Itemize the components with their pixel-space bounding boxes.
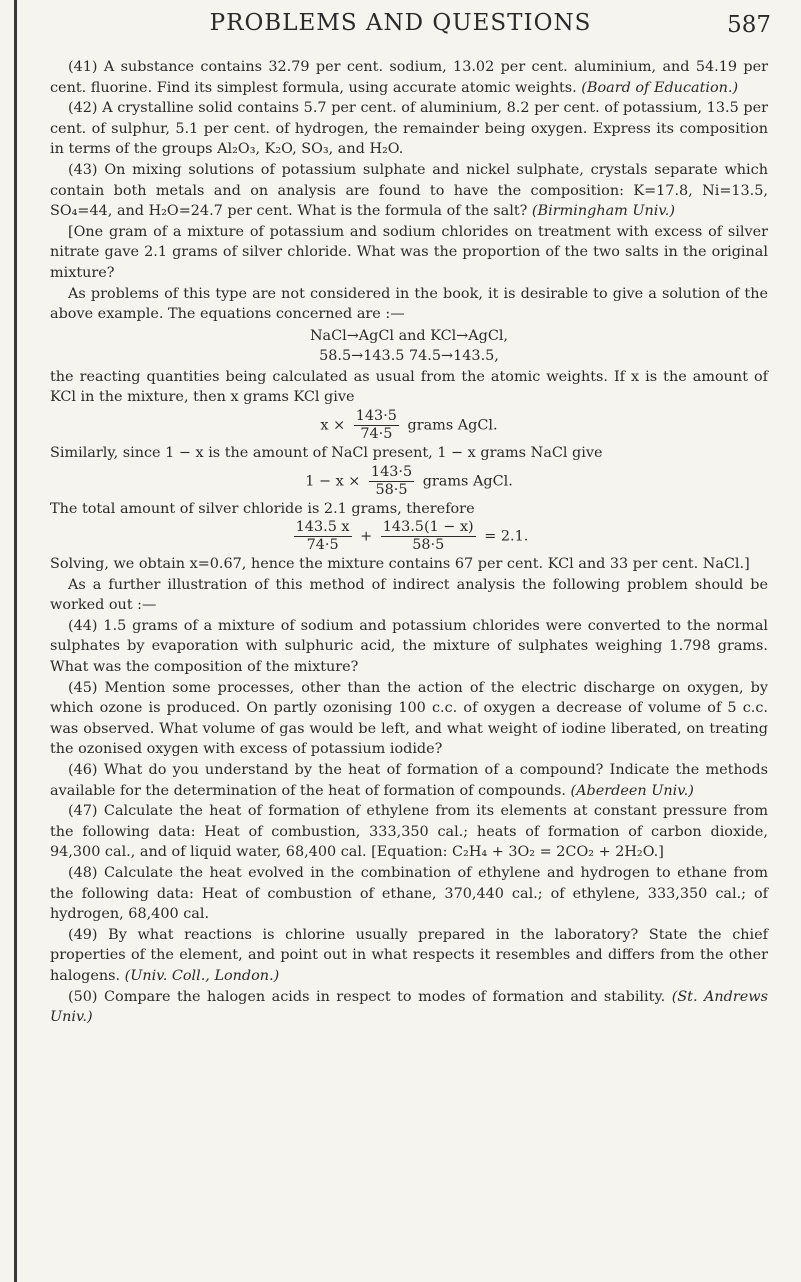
fraction-4-denominator: 58·5 [412, 537, 445, 554]
frac2-suffix: grams AgCl. [422, 473, 513, 489]
problem-46 [50, 760, 768, 801]
fraction-line-1 [50, 408, 768, 443]
problem-42-text: (42) A crystalline solid contains 5.7 per cent. of aluminium, 8.2 per cent. of potassium, 13.5 per cent. of sulphur, 5.1 per cent. of hydrogen, the remainder being oxygen. Express its composition in terms of the groups Al₂O₃, K₂O, SO₃, and H₂O. [50, 100, 768, 158]
problem-45 [50, 678, 768, 760]
problem-49-source: (Univ. Coll., London.) [124, 967, 280, 984]
problem-45-text: (45) Mention some processes, other than the action of the electric discharge on oxygen, by which ozone is produced. On partly ozonising 100 c.c. of oxygen a decrease of volume of 5 c.c. was observed. What volume of gas would be left, and what weight of iodine liberated, on treating the ozonised oxygen with excess of potassium iodide? [50, 679, 768, 758]
problem-44 [50, 616, 768, 678]
solving-text: Solving, we obtain x=0.67, hence the mixture contains 67 per cent. KCl and 33 per cent. NaCl.] [50, 556, 750, 573]
problem-41-text: (41) A substance contains 32.79 per cent. sodium, 13.02 per cent. aluminium, and 54.19 per cent. fluorine. Find its simplest formula, using accurate atomic weights. [50, 59, 768, 96]
plus-sign: + [360, 528, 373, 545]
fraction-2 [369, 464, 414, 499]
problem-48-text: (48) Calculate the heat evolved in the combination of ethylene and hydrogen to ethane from the following data: Heat of combustion of ethane, 370,440 cal.; of ethylene, 333,350 cal.; of hydrogen, 68,400 cal. [50, 865, 768, 923]
problem-46-text: (46) What do you understand by the heat of formation of a compound? Indicate the methods available for the determination of the heat of formation of compounds. [50, 762, 768, 799]
page-header [0, 10, 801, 44]
running-title: PROBLEMS AND QUESTIONS [209, 10, 592, 36]
total-equation [50, 519, 768, 554]
page-body [50, 57, 768, 1028]
frac1-suffix: grams AgCl. [407, 417, 498, 434]
equals-result: = 2.1. [484, 528, 529, 545]
fraction-2-numerator: 143·5 [370, 463, 413, 480]
problem-44-text: (44) 1.5 grams of a mixture of sodium and potassium chlorides were converted to the normal sulphates by evaporation with sulphuric acid, the mixture of sulphates weighing 1.798 grams. What was the composition of the mixture? [50, 617, 768, 676]
problem-49-text: (49) By what reactions is chlorine usually prepared in the laboratory? State the chief properties of the element, and point out in what respects it resembles and differs from the other halogens. [50, 926, 768, 984]
frac2-prefix: 1 − x × [305, 473, 361, 489]
equation-line-1: NaCl→AgCl and KCl→AgCl, [309, 327, 509, 344]
frac1-prefix: x × [320, 417, 346, 434]
problem-41 [50, 57, 768, 98]
fraction-2-denominator: 58·5 [375, 481, 408, 498]
further-text: As a further illustration of this method of indirect analysis the following problem should be worked out :— [50, 576, 768, 614]
problem-42 [50, 98, 768, 160]
problem-48 [50, 863, 768, 925]
equation-line-2: 58.5→143.5 74.5→143.5, [319, 347, 499, 364]
fraction-1 [354, 408, 399, 443]
worked-example-intro: [One gram of a mixture of potassium and sodium chlorides on treatment with excess of silver nitrate gave 2.1 grams of silver chloride. What was the proportion of the two salts in the original mixture? [50, 223, 768, 281]
page-binding-edge [14, 0, 17, 1282]
problem-43-source: (Birmingham Univ.) [531, 203, 675, 220]
problem-43 [50, 160, 768, 222]
problem-50-text: (50) Compare the halogen acids in respect to modes of formation and stability. [68, 988, 666, 1005]
problem-49 [50, 925, 768, 987]
fraction-4 [381, 519, 476, 554]
fraction-1-denominator: 74·5 [360, 425, 393, 442]
fraction-3-numerator: 143.5 x [295, 519, 350, 536]
worked-example-para: As problems of this type are not considered in the book, it is desirable to give a solution of the above example. The equations concerned are :— [50, 285, 768, 323]
problem-50-source: (St. Andrews Univ.) [50, 988, 768, 1026]
page-number: 587 [727, 12, 771, 38]
problem-43-text: (43) On mixing solutions of potassium sulphate and nickel sulphate, crystals separate which contain both metals and on analysis are found to have the composition: K=17.8, Ni=13.5, SO₄=44, and H₂O=24.7 per cent. What is the formula of the salt? [50, 161, 768, 220]
total-text: The total amount of silver chloride is 2.1 grams, therefore [50, 500, 475, 517]
reacting-text: the reacting quantities being calculated as usual from the atomic weights. If x is the amount of KCl in the mixture, then x grams KCl give [50, 368, 768, 406]
problem-41-source: (Board of Education.) [581, 79, 739, 96]
problem-50 [50, 987, 768, 1028]
fraction-4-numerator: 143.5(1 − x) [382, 519, 474, 536]
similarly-text: Similarly, since 1 − x is the amount of NaCl present, 1 − x grams NaCl give [50, 444, 603, 461]
problem-47-text: (47) Calculate the heat of formation of ethylene from its elements at constant pressure from the following data: Heat of combustion, 333,350 cal.; heats of formation of carbon dioxide, 94,300 cal., and of liquid water, 68,400 cal. [Equation: C₂H₄ + 3O₂ = 2CO₂ + 2H₂O.] [50, 803, 768, 861]
fraction-3 [294, 519, 352, 554]
problem-46-source: (Aberdeen Univ.) [570, 782, 694, 799]
problem-47 [50, 801, 768, 863]
fraction-line-2 [50, 464, 768, 499]
fraction-3-denominator: 74·5 [306, 537, 339, 554]
fraction-1-numerator: 143·5 [355, 407, 397, 424]
